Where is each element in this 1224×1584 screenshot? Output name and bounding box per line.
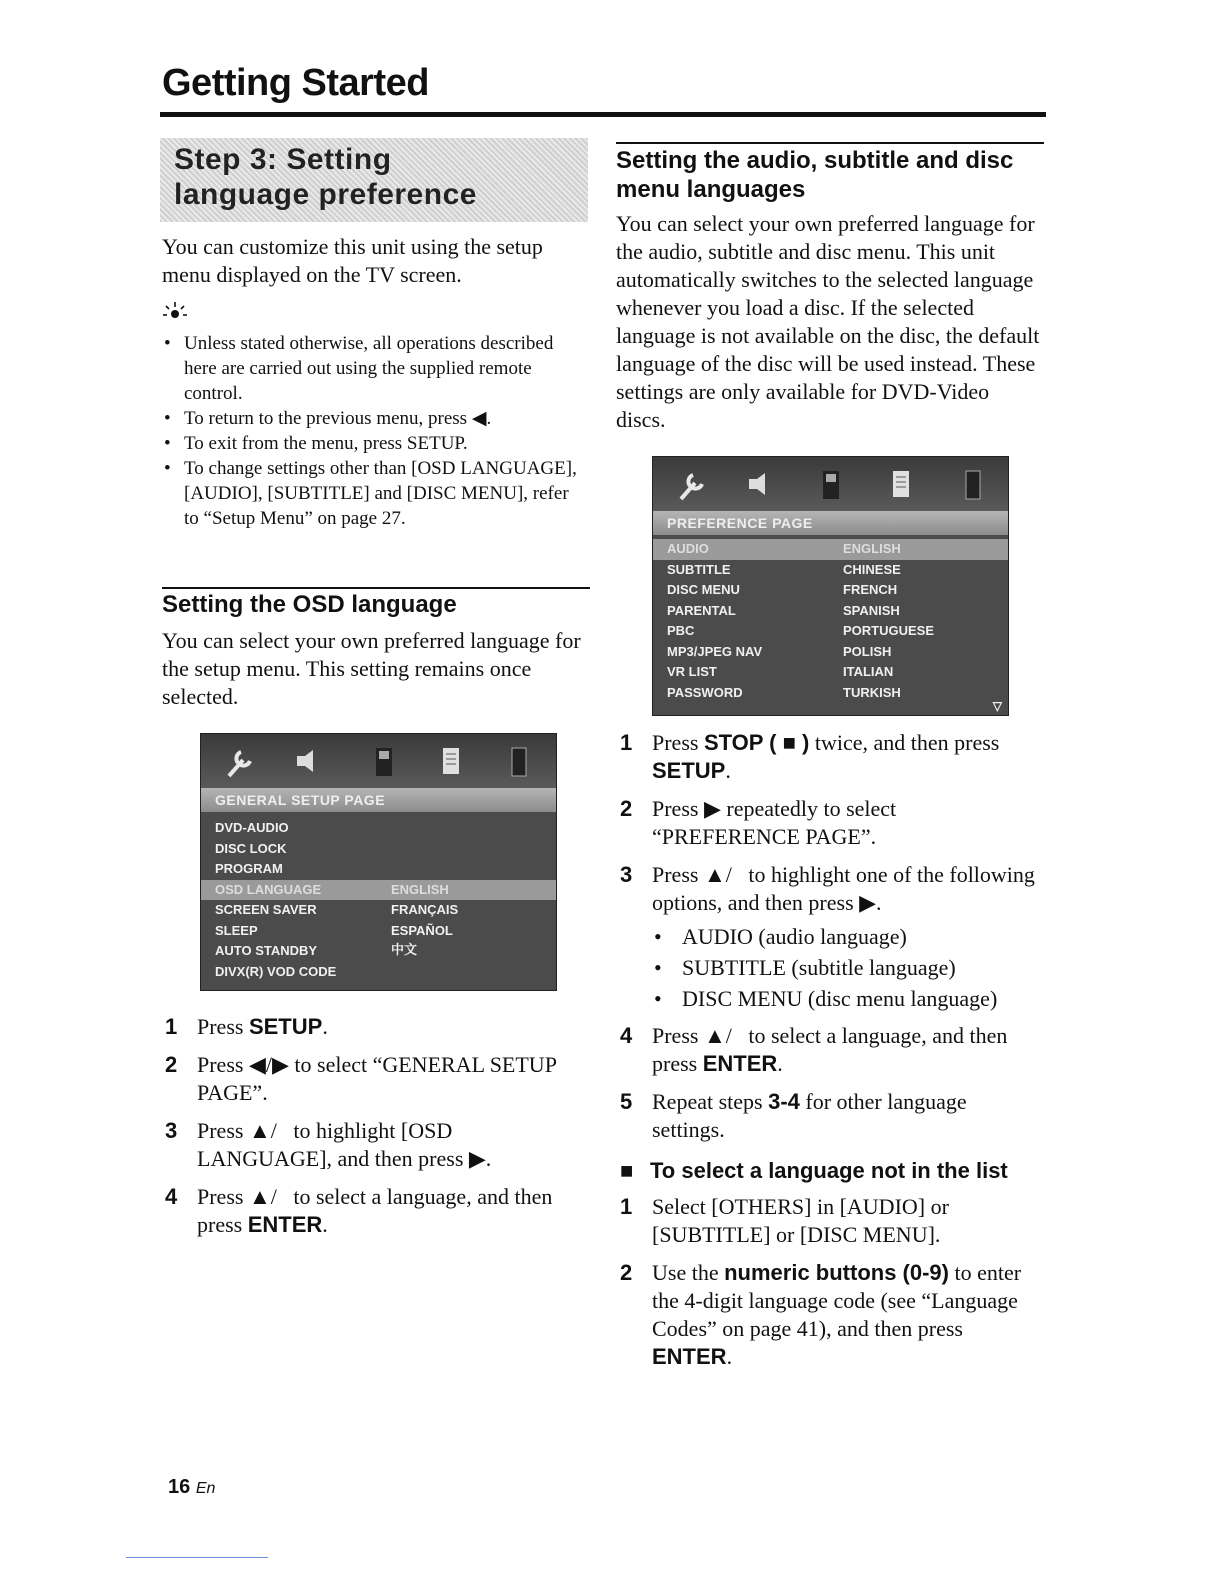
tip-item: • To return to the previous menu, press ◀. [164,408,492,429]
other-language-heading: ■ To select a language not in the list [620,1158,1008,1183]
osd-menu-row: DISC LOCK [215,840,287,856]
osd-menu-row: DVD-AUDIO [215,820,289,835]
osd-menu-row: MP3/JPEG NAV POLISH [667,643,892,659]
step-item: 4 Press ▲/ to select a language, and then press ENTER. [165,1184,553,1237]
osd-menu-row: AUTO STANDBY 中文 [215,943,418,958]
step-item: 3 Press ▲/ to highlight [OSD LANGUAGE], and then press ▶. [165,1118,492,1171]
osd-menu-row: DIVX(R) VOD CODE [215,963,337,979]
osd-section-heading: Setting the OSD language [162,591,457,618]
osd-menu-row: PASSWORD TURKISH [667,684,901,700]
option-item: • AUDIO (audio language) [654,924,907,949]
section-rule [162,587,590,589]
section-rule [616,142,1044,144]
osd-icon-bar [201,734,556,788]
tip-item: • To exit from the menu, press SETUP. [164,433,468,454]
general-setup-screen [200,733,557,991]
step-item: 1 Select [OTHERS] in [AUDIO] or [SUBTITLE] or [DISC MENU]. [620,1194,949,1247]
option-list [652,921,1040,1014]
osd-menu-row: SUBTITLE CHINESE [667,561,901,577]
scroll-down-icon: ▽ [992,699,1002,713]
option-item: • DISC MENU (disc menu language) [654,986,998,1011]
step-item: 2 Use the numeric buttons (0-9) to enter the 4-digit language code (see “Language Codes” on page 41), and then press ENTER. [620,1260,1022,1369]
step-item: 4 Press ▲/ to select a language, and then press ENTER. [620,1023,1008,1076]
step-item: 5 Repeat steps 3-4 for other language settings. [620,1089,967,1142]
tip-item: • To change settings other than [OSD LANGUAGE], [AUDIO], [SUBTITLE] and [DISC MENU], refer to “Setup Menu” on page 27. [164,458,577,529]
step-item: 2 Press ◀/▶ to select “GENERAL SETUP PAGE”. [165,1052,557,1105]
speaker-icon [289,742,325,780]
exit-icon [955,465,991,503]
osd-menu-row: PBC PORTUGUESE [667,623,935,638]
square-bullet-icon: ■ [620,1158,634,1183]
video-icon [813,465,849,503]
osd-intro-text: You can select your own preferred language for the setup menu. This setting remains once selected. [162,628,581,709]
osd-menu-row: DISC MENU FRENCH [667,582,898,597]
wrench-icon [675,465,711,503]
osd-menu-row: PARENTAL SPANISH [667,602,900,618]
tip-item: • Unless stated otherwise, all operations described here are carried out using the supplied remote control. [164,333,554,404]
language-section-heading: Setting the audio, subtitle and disc menu languages [616,147,1014,203]
page-title: Getting Started [162,62,429,104]
step-item: 1 Press SETUP. [165,1014,328,1039]
osd-menu-row: VR LIST ITALIAN [667,664,894,679]
step-item: 2 Press ▶ repeatedly to select “PREFERENCE PAGE”. [620,796,897,849]
language-intro-text: You can select your own preferred language for the audio, subtitle and disc menu. This unit automatically switches to the selected language whenever you load a disc. If the selected language is not available on the disc, the default language of the disc will be used instead. These settings are only available for DVD-Video discs. [616,211,1040,432]
step-item: 3 Press ▲/ to highlight one of the following options, and then press ▶. [620,862,1035,915]
exit-icon [501,742,537,780]
osd-steps [165,1013,585,1239]
tips-list [162,331,586,531]
speaker-icon [741,465,777,503]
osd-page-label: GENERAL SETUP PAGE [201,788,556,812]
osd-icon-bar [653,457,1008,511]
document-icon [433,742,469,780]
osd-menu-row: SLEEP ESPAÑOL [215,922,453,938]
step-item: 1 Press STOP ( ■ ) twice, and then press SETUP. [620,730,1000,783]
step-banner [160,138,588,222]
document-icon [883,465,919,503]
osd-menu-row: SCREEN SAVER FRANÇAIS [215,902,459,917]
step-banner-title: Step 3: Setting language preference [174,143,477,211]
language-steps [620,729,1040,1371]
bottom-line [126,1557,268,1558]
title-rule [160,112,1046,117]
preference-page-screen [652,456,1009,716]
video-icon [366,742,402,780]
option-item: • SUBTITLE (subtitle language) [654,955,956,980]
intro-text: You can customize this unit using the setup menu displayed on the TV screen. [162,234,543,287]
tip-icon [162,300,188,324]
wrench-icon [223,742,259,780]
osd-menu-row-selected: AUDIO ENGLISH [653,539,1008,560]
osd-menu-row-selected: OSD LANGUAGE ENGLISH [201,880,556,901]
osd-menu-row: PROGRAM [215,861,283,876]
page-number: 16 En [168,1476,216,1498]
osd-page-label: PREFERENCE PAGE [653,511,1008,535]
